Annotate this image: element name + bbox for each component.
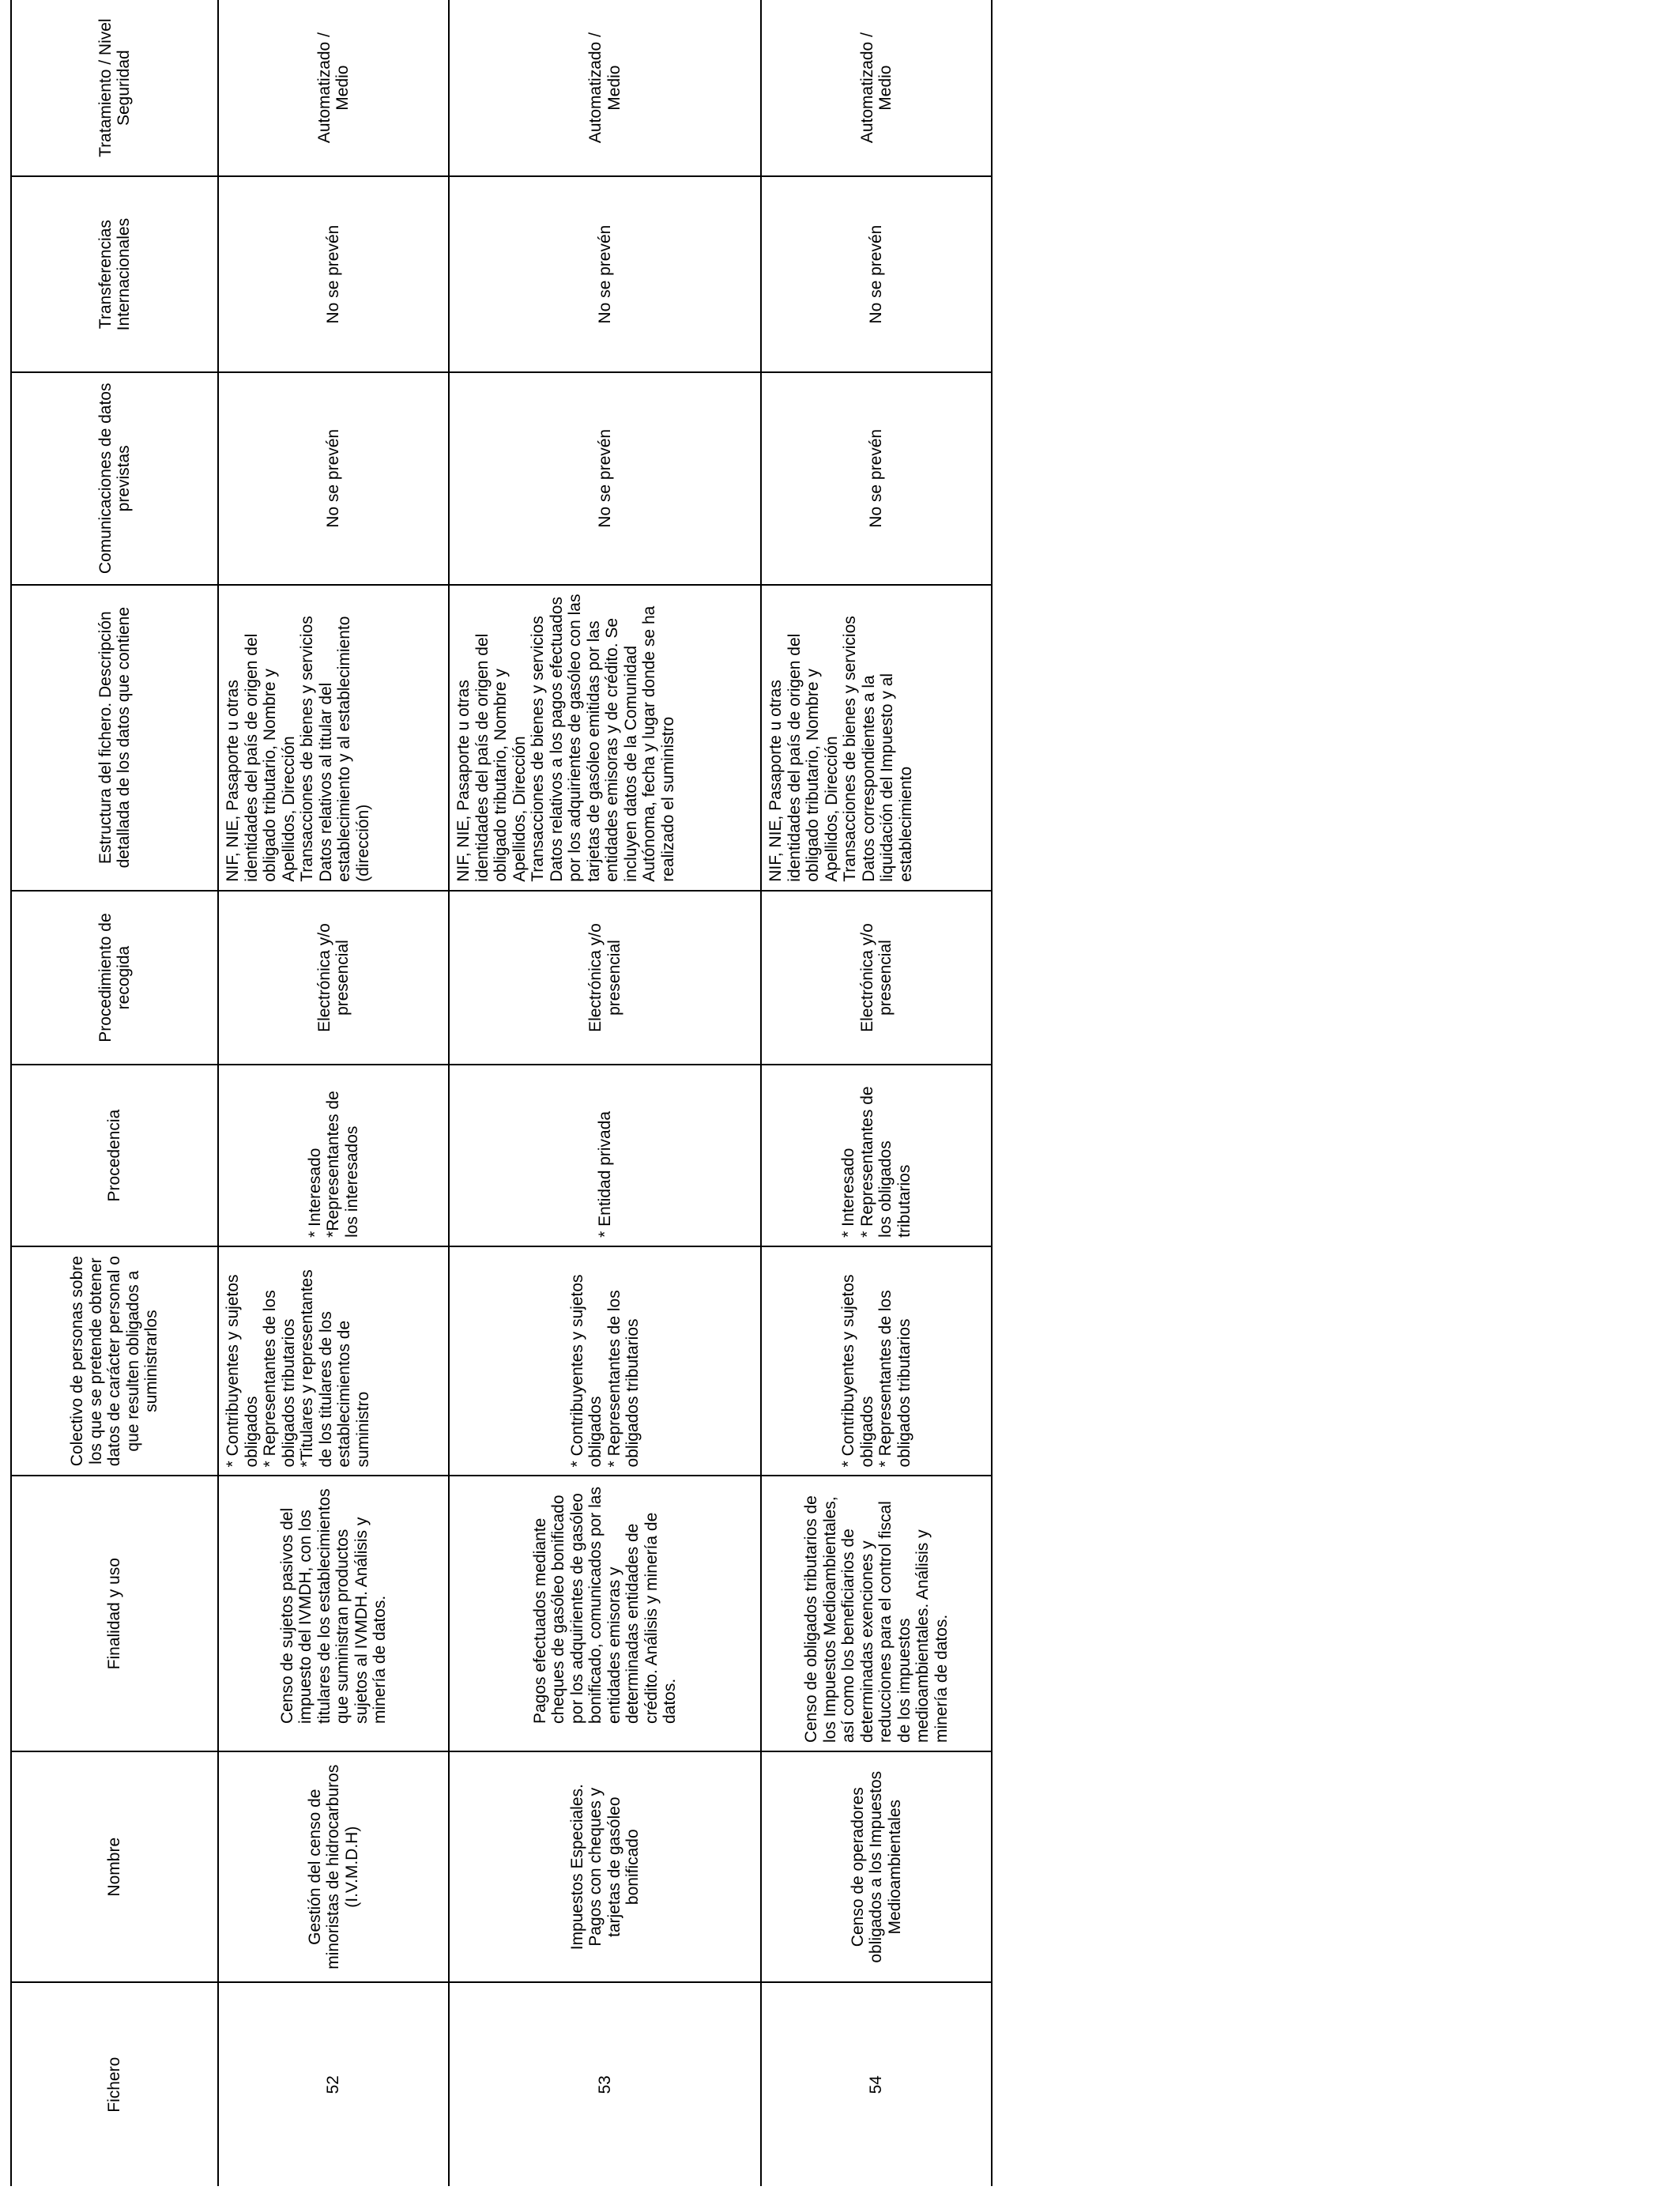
header-row — [11, 0, 218, 2186]
header-transferencias: Transferencias Internacionales — [11, 176, 218, 372]
ficheros-table — [10, 0, 993, 2186]
cell-colectivo: * Contribuyentes y sujetos obligados * Representantes de los obligados tributarios *Titulares y representantes de los titulares de los establecimientos de suministro — [218, 1246, 449, 1476]
header-tratamiento: Tratamiento / Nivel Seguridad — [11, 0, 218, 176]
cell-finalidad: Censo de obligados tributarios de los Impuestos Medioambientales, así como los beneficiarios de determinadas exenciones y reducciones para el control fiscal de los impuestos medioambientales. Análisis y minería de datos. — [761, 1476, 992, 1751]
cell-transferencias: No se prevén — [449, 176, 761, 372]
cell-colectivo: * Contribuyentes y sujetos obligados * Representantes de los obligados tributarios — [449, 1246, 761, 1476]
cell-transferencias: No se prevén — [218, 176, 449, 372]
cell-procedencia: * Interesado *Representantes de los interesados — [218, 1065, 449, 1246]
cell-nombre: Censo de operadores obligados a los Impuestos Medioambientales — [761, 1751, 992, 1982]
cell-estructura: NIF, NIE, Pasaporte u otras identidades del país de origen del obligado tributario, Nombre y Apellidos, Dirección Transacciones de bienes y servicios Datos relativos al titular del establecimiento y al establecimiento (dirección) — [218, 585, 449, 891]
header-nombre: Nombre — [11, 1751, 218, 1982]
header-procedencia: Procedencia — [11, 1065, 218, 1246]
cell-colectivo: * Contribuyentes y sujetos obligados * Representantes de los obligados tributarios — [761, 1246, 992, 1476]
cell-finalidad: Pagos efectuados mediante cheques de gasóleo bonificado por los adquirientes de gasóleo bonificado, comunicados por las entidades emisoras y determinadas entidades de crédito. Análisis y minería de datos. — [449, 1476, 761, 1751]
cell-procedimiento: Electrónica y/o presencial — [761, 891, 992, 1065]
cell-nombre: Gestión del censo de minoristas de hidrocarburos (I.V.M.D.H) — [218, 1751, 449, 1982]
header-estructura: Estructura del fichero. Descripción detallada de los datos que contiene — [11, 585, 218, 891]
cell-fichero: 52 — [218, 1982, 449, 2186]
cell-procedimiento: Electrónica y/o presencial — [449, 891, 761, 1065]
cell-procedimiento: Electrónica y/o presencial — [218, 891, 449, 1065]
cell-comunicaciones: No se prevén — [761, 372, 992, 585]
cell-procedencia: * Entidad privada — [449, 1065, 761, 1246]
header-fichero: Fichero — [11, 1982, 218, 2186]
header-comunicaciones: Comunicaciones de datos previstas — [11, 372, 218, 585]
cell-nombre: Impuestos Especiales. Pagos con cheques y tarjetas de gasóleo bonificado — [449, 1751, 761, 1982]
table-row — [218, 0, 449, 2186]
table-row — [449, 0, 761, 2186]
header-finalidad: Finalidad y uso — [11, 1476, 218, 1751]
cell-tratamiento: Automatizado / Medio — [761, 0, 992, 176]
cell-fichero: 53 — [449, 1982, 761, 2186]
cell-tratamiento: Automatizado / Medio — [449, 0, 761, 176]
header-procedimiento: Procedimiento de recogida — [11, 891, 218, 1065]
cell-comunicaciones: No se prevén — [449, 372, 761, 585]
cell-comunicaciones: No se prevén — [218, 372, 449, 585]
cell-transferencias: No se prevén — [761, 176, 992, 372]
table-row — [761, 0, 992, 2186]
cell-estructura: NIF, NIE, Pasaporte u otras identidades del país de origen del obligado tributario, Nombre y Apellidos, Dirección Transacciones de bienes y servicios Datos relativos a los pagos efectuados por los adquirientes de gasóleo con las tarjetas de gasóleo emitidas por las entidades emisoras y de crédito. Se incluyen datos de la Comunidad Autónoma, fecha y lugar donde se ha realizado el suministro — [449, 585, 761, 891]
cell-fichero: 54 — [761, 1982, 992, 2186]
cell-estructura: NIF, NIE, Pasaporte u otras identidades del país de origen del obligado tributario, Nombre y Apellidos, Dirección Transacciones de bienes y servicios Datos correspondientes a la liquidación del Impuesto y al establecimiento — [761, 585, 992, 891]
cell-tratamiento: Automatizado / Medio — [218, 0, 449, 176]
header-colectivo: Colectivo de personas sobre los que se pretende obtener datos de carácter personal o que resulten obligados a suministrarlos — [11, 1246, 218, 1476]
cell-finalidad: Censo de sujetos pasivos del impuesto del IVMDH, con los titulares de los establecimientos que suministran productos sujetos al IVMDH. Análisis y minería de datos. — [218, 1476, 449, 1751]
cell-procedencia: * Interesado * Representantes de los obligados tributarios — [761, 1065, 992, 1246]
